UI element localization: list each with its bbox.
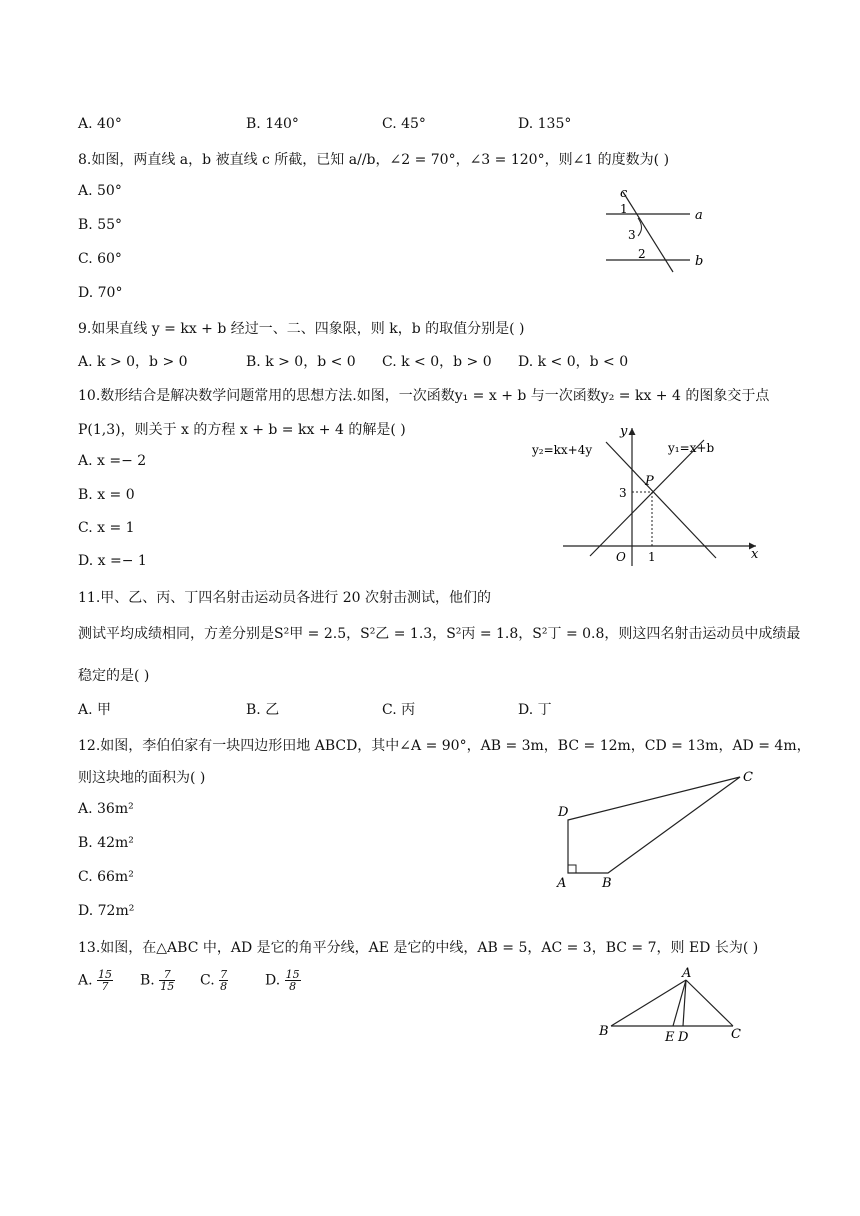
label-x-axis: x [751,547,759,562]
q13-option-c-fraction [219,969,228,992]
q13-option-d-letter: D. [265,972,281,989]
label-y2: y₂=kx+4y [532,443,593,457]
q13-figure [595,962,755,1047]
q10-figure [528,418,768,570]
q13-option-a-fraction [97,969,113,992]
q12-figure [550,765,765,895]
quadrilateral-abcd [568,777,740,873]
label-p: P [645,474,654,489]
label-y1: y₁=x+b [668,441,715,455]
q9-stem: 9.如果直线 y = kx + b 经过一、二、四象限，则 k，b 的取值分别是( ) [78,321,525,337]
q13-option-a-letter: A. [78,972,93,989]
denominator: 8 [220,980,228,993]
q11-stem-line3: 稳定的是( ) [78,668,150,684]
label-d: D [558,805,569,820]
side-ac [686,980,733,1026]
label-a: a [695,208,703,223]
q11-option-d: D. 丁 [518,702,552,718]
q10-stem-line2: P(1,3)，则关于 x 的方程 x + b = kx + 4 的解是( ) [78,422,406,438]
line-y1 [590,440,704,556]
label-origin: O [616,550,626,564]
q7-option-b: B. 140° [246,116,299,132]
q13-option-d-fraction [285,969,301,992]
label-e: E [665,1030,675,1045]
q12-option-a: A. 36m² [78,801,134,817]
q10-option-d: D. x =− 1 [78,553,147,569]
q8-figure [598,180,718,275]
numerator: 15 [98,968,113,981]
label-tick-3: 3 [619,486,627,500]
label-1: 1 [620,202,628,216]
q11-option-a: A. 甲 [78,702,112,718]
q7-option-d: D. 135° [518,116,572,132]
q9-option-d: D. k < 0，b < 0 [518,354,629,370]
q9-option-b: B. k > 0，b < 0 [246,354,356,370]
numerator: 15 [285,968,300,981]
q12-option-c: C. 66m² [78,869,134,885]
numerator: 7 [220,968,228,981]
q8-option-c: C. 60° [78,251,122,267]
q13-option-d [265,969,301,992]
numerator: 7 [159,969,175,981]
q7-option-a: A. 40° [78,116,122,132]
label-b: B [599,1024,609,1039]
q10-stem-line1: 10.数形结合是解决数学问题常用的思想方法.如图，一次函数y₁ = x + b 与一次函数y₂ = kx + 4 的图象交于点 [78,388,770,404]
label-a: A [682,966,692,981]
label-y-axis: y [620,424,628,439]
label-2: 2 [638,247,646,261]
label-c: c [620,186,628,201]
q13-option-b [140,969,175,992]
q13-option-c [200,969,228,992]
q13-stem: 13.如图，在△ABC 中，AD 是它的角平分线，AE 是它的中线，AB = 5，AC = 3，BC = 7，则 ED 长为( ) [78,940,759,956]
right-angle-mark [568,865,576,873]
label-b: b [695,254,704,269]
q13-option-b-letter: B. [140,972,155,989]
q11-stem-line1: 11.甲、乙、丙、丁四名射击运动员各进行 20 次射击测试，他们的 [78,590,491,606]
q11-option-c: C. 丙 [382,702,416,718]
q10-option-a: A. x =− 2 [78,453,147,469]
line-y2 [606,442,716,558]
q12-stem-line1: 12.如图，李伯伯家有一块四边形田地 ABCD，其中∠A = 90°，AB = 3m，BC = 12m，CD = 13m，AD = 4m， [78,738,811,754]
q10-option-b: B. x = 0 [78,487,135,503]
q10-option-c: C. x = 1 [78,520,135,536]
label-b: B [602,876,612,891]
q12-option-d: D. 72m² [78,903,135,919]
label-c: C [731,1027,741,1042]
denominator: 7 [101,980,109,993]
q9-option-c: C. k < 0，b > 0 [382,354,492,370]
q12-option-b: B. 42m² [78,835,134,851]
q8-stem: 8.如图，两直线 a，b 被直线 c 所截，已知 a//b，∠2 = 70°，∠3 = 120°，则∠1 的度数为( ) [78,152,670,168]
q8-option-a: A. 50° [78,183,122,199]
q12-stem-line2: 则这块地的面积为( ) [78,770,206,786]
q8-option-b: B. 55° [78,217,123,233]
q11-stem-line2: 测试平均成绩相同，方差分别是S²甲 = 2.5，S²乙 = 1.3，S²丙 = 1.8，S²丁 = 0.8，则这四名射击运动员中成绩最 [78,626,801,642]
q9-option-a: A. k > 0，b > 0 [78,354,188,370]
denominator: 15 [160,980,175,993]
label-d: D [678,1030,689,1045]
label-tick-1: 1 [648,550,656,564]
q13-option-c-letter: C. [200,972,215,989]
q13-option-b-fraction [159,969,175,992]
denominator: 8 [289,980,297,993]
q7-option-c: C. 45° [382,116,426,132]
q11-option-b: B. 乙 [246,702,280,718]
label-c: C [743,770,753,785]
q13-option-a [78,969,113,992]
label-3: 3 [628,228,636,242]
q8-option-d: D. 70° [78,285,123,301]
label-a: A [557,876,567,891]
